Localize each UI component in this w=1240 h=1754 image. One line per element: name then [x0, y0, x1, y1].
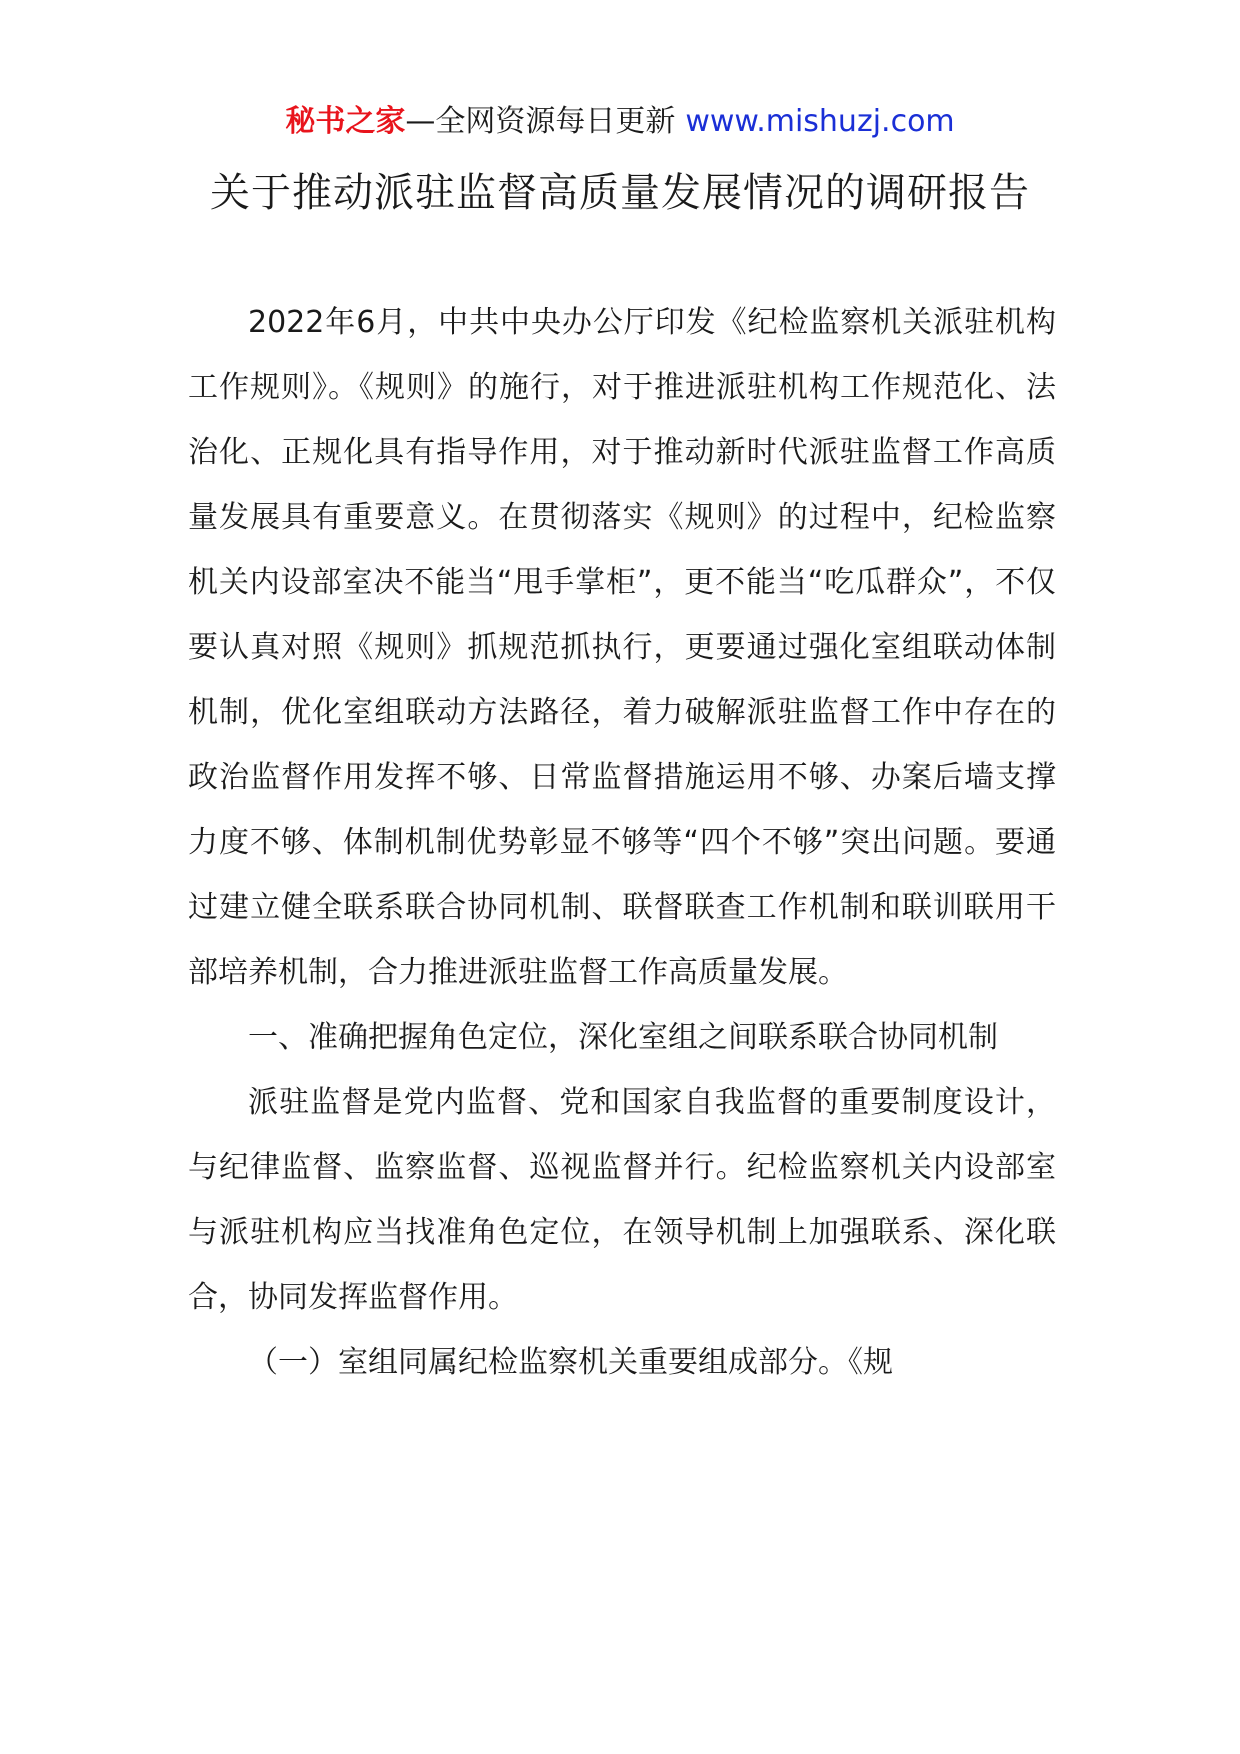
- document-body: [188, 290, 1056, 1395]
- site-banner: [0, 100, 1240, 144]
- paragraph-subsection-1: （一）室组同属纪检监察机关重要组成部分。《规: [248, 1345, 893, 1380]
- paragraph-intro: 2022年6月，中共中央办公厅印发《纪检监察机关派驻机构工作规则》。《规则》的施行，对于推进派驻机构工作规范化、法治化、正规化具有指导作用，对于推动新时代派驻监督工作高质量发展具有重要意义。在贯彻落实《规则》的过程中，纪检监察机关内设部室决不能当“甩手掌柜”，更不能当“吃瓜群众”，不仅要认真对照《规则》抓规范抓执行，更要通过强化室组联动体制机制，优化室组联动方法路径，着力破解派驻监督工作中存在的政治监督作用发挥不够、日常监督措施运用不够、办案后墙支撑力度不够、体制机制优势彰显不够等“四个不够”突出问题。要通过建立健全联系联合协同机制、联督联查工作机制和联训联用干部培养机制，合力推进派驻监督工作高质量发展。: [188, 305, 1056, 990]
- section-heading-1: 一、准确把握角色定位，深化室组之间联系联合协同机制: [248, 1020, 998, 1055]
- site-brand: 秘书之家: [285, 104, 406, 139]
- site-url-link[interactable]: www.mishuzj.com: [685, 104, 955, 139]
- document-title: 关于推动派驻监督高质量发展情况的调研报告: [210, 170, 1030, 216]
- paragraph-section-1: 派驻监督是党内监督、党和国家自我监督的重要制度设计，与纪律监督、监察监督、巡视监督并行。纪检监察机关内设部室与派驻机构应当找准角色定位，在领导机制上加强联系、深化联合，协同发挥监督作用。: [188, 1085, 1056, 1315]
- site-tagline: —全网资源每日更新: [405, 104, 676, 139]
